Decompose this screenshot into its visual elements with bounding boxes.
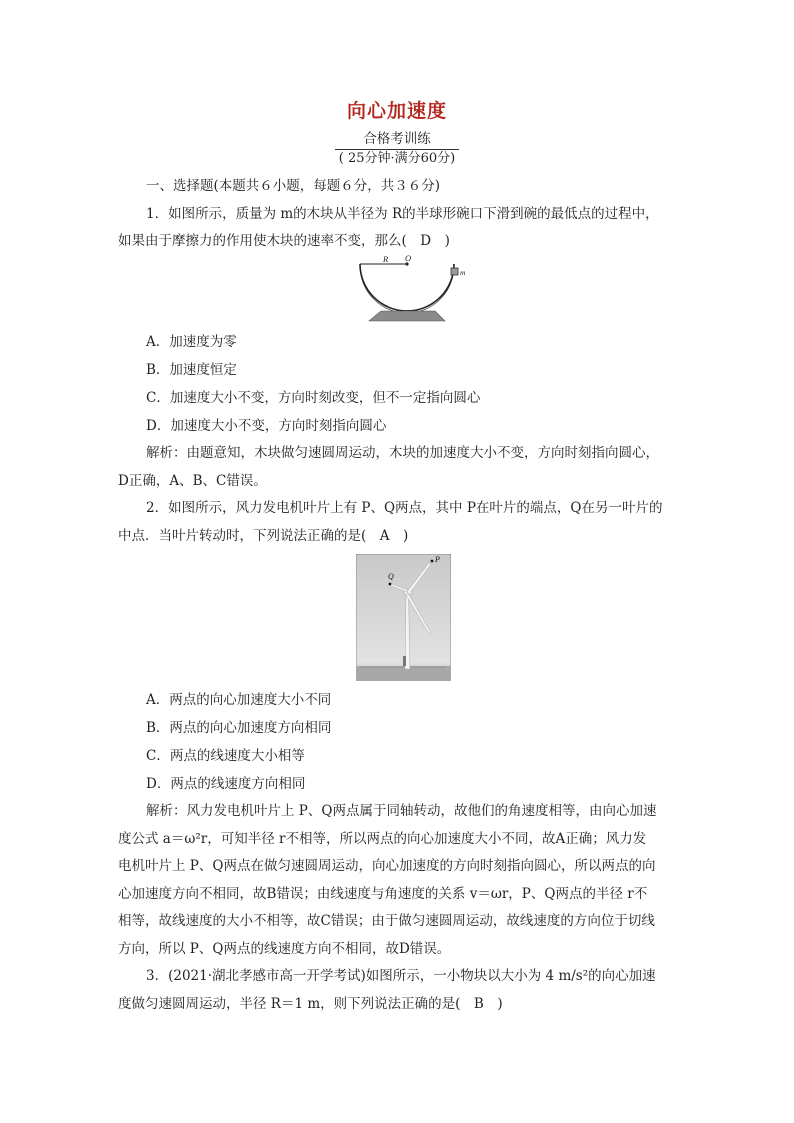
ground (356, 666, 451, 681)
q2-option-b: B．两点的向心加速度方向相同 (146, 720, 332, 736)
q2-analysis-line5: 相等，故线速度的大小不相等，故C错误；由于做匀速圆周运动，故线速度的方向位于切线 (118, 913, 655, 929)
subtitle-line1: 合格考训练 (335, 130, 459, 150)
q1-option-d: D．加速度大小不变，方向时刻指向圆心 (146, 418, 387, 434)
label-p: P (435, 555, 440, 564)
q2-option-c: C．两点的线速度大小相等 (146, 748, 305, 764)
q3-stem-line1: 3．(2021·湖北孝感市高一开学考试)如图所示，一小物块以大小为 4 m/s²的向心加速 (146, 968, 656, 984)
page-title: 向心加速度 (346, 100, 447, 122)
q1-option-c: C．加速度大小不变，方向时刻改变，但不一定指向圆心 (146, 390, 481, 406)
tower-door (403, 656, 406, 666)
label-m: m (460, 268, 466, 277)
q3-stem-line2: 度做匀速圆周运动，半径 R＝1 m，则下列说法正确的是( B ) (118, 995, 503, 1012)
q2-analysis-line4: 心加速度方向不相同，故B错误；由线速度与角速度的关系 v＝ωr，P、Q两点的半径 r不 (118, 885, 648, 902)
q2-stem-line1: 2．如图所示，风力发电机叶片上有 P、Q两点，其中 P在叶片的端点，Q在另一叶片的 (146, 500, 663, 516)
q2-analysis-line3: 电机叶片上 P、Q两点在做匀速圆周运动，向心加速度的方向时刻指向圆心，所以两点的向 (118, 858, 656, 874)
q1-block (118, 173, 676, 256)
subtitle-line2: ( 25分钟·满分60分) (338, 151, 456, 166)
point-p (431, 560, 434, 563)
q1-option-b: B．加速度恒定 (146, 362, 237, 378)
q1-analysis-line2: D正确，A、B、C错误。 (118, 472, 267, 489)
q2-option-a: A．两点的向心加速度大小不同 (146, 692, 332, 708)
q2-options-block (118, 686, 676, 1018)
q2-option-d: D．两点的线速度方向相同 (146, 776, 306, 792)
point-q (389, 583, 392, 586)
q2-stem-line2: 中点．当叶片转动时，下列说法正确的是( A ) (118, 527, 409, 544)
bowl-figure (355, 254, 470, 326)
label-o: O (405, 254, 412, 263)
q1-option-a: A．加速度为零 (146, 334, 237, 350)
label-q: Q (388, 572, 394, 581)
wind-turbine-figure (356, 554, 451, 681)
section-heading: 一、选择题(本题共６小题，每题６分，共３６分) (146, 178, 441, 194)
q1-stem-line2: 如果由于摩擦力的作用使木块的速率不变，那么( D ) (118, 233, 450, 249)
q1-stem-line1: 1．如图所示，质量为 m的木块从半径为 R的半球形碗口下滑到碗的最低点的过程中， (146, 205, 659, 222)
q2-analysis-line1: 解析：风力发电机叶片上 P、Q两点属于同轴转动，故他们的角速度相等，由向心加速 (146, 803, 657, 819)
q2-analysis-line2: 度公式 a＝ω²r，可知半径 r不相等，所以两点的向心加速度大小不同，故A正确；风力发 (118, 830, 647, 847)
bowl-arc (360, 264, 454, 311)
bowl-stand (369, 311, 445, 321)
q1-options-block (118, 328, 676, 550)
q2-analysis-line6: 方向，所以 P、Q两点的线速度方向不相同，故D错误。 (118, 940, 451, 957)
bowl-arc-inner (360, 266, 454, 313)
subtitle-block (0, 130, 794, 168)
block-m (451, 268, 458, 275)
q1-analysis-line1: 解析：由题意知，木块做匀速圆周运动，木块的加速度大小不变，方向时刻指向圆心， (146, 445, 659, 461)
label-r: R (383, 254, 389, 264)
